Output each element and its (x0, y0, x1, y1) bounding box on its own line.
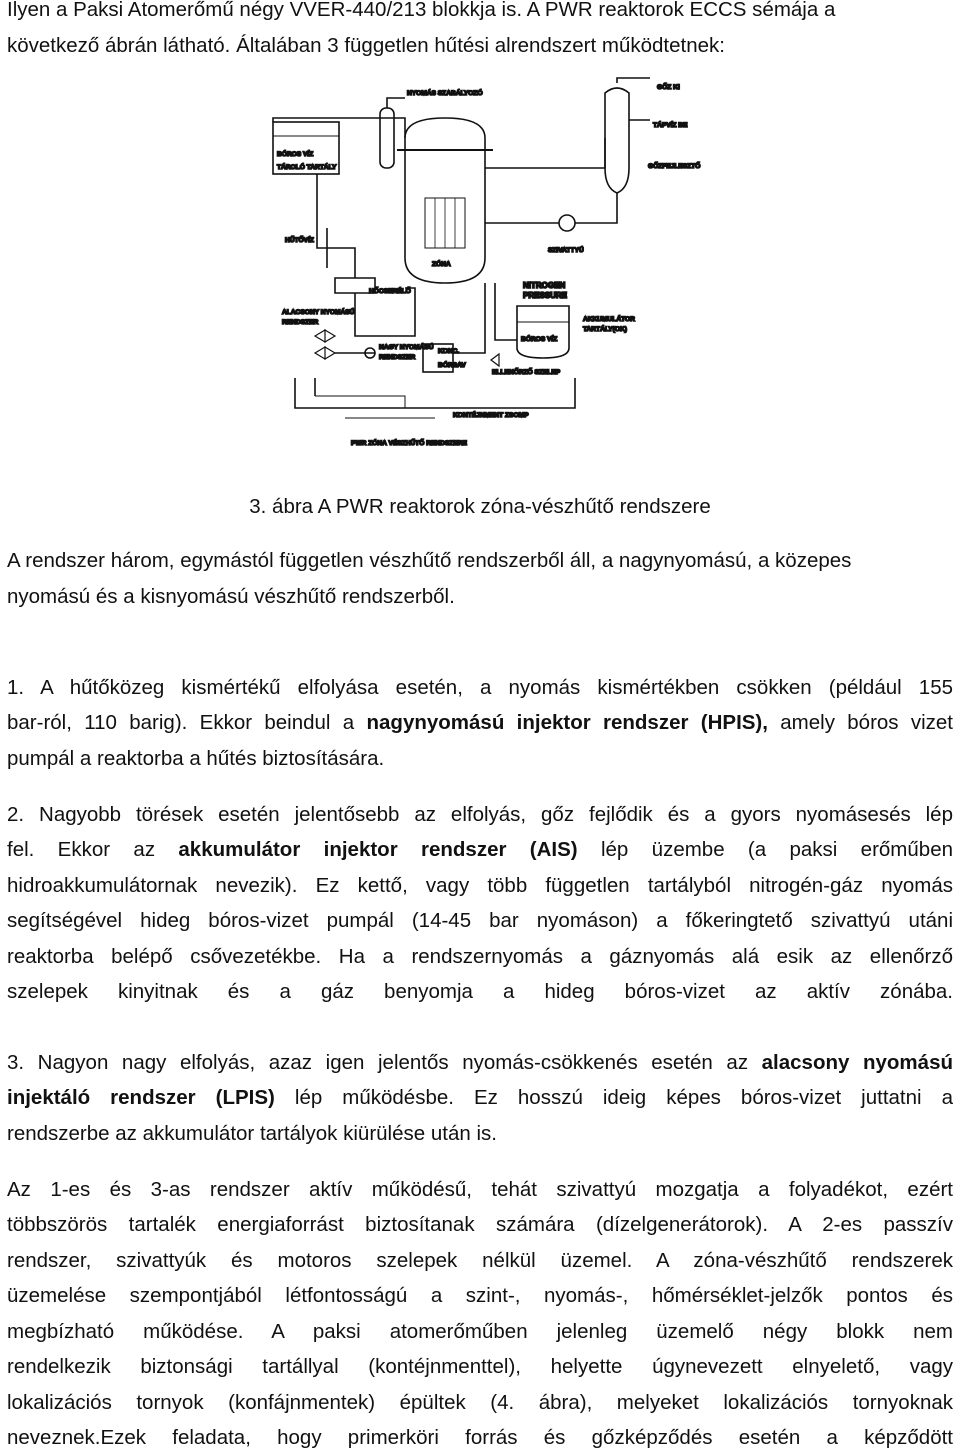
label-gozfejleszto: GŐZFEJLESZTŐ (648, 163, 701, 170)
label-kontejnment-zsomp: KONTÉJNMENT ZSOMP (453, 412, 529, 419)
label-hocserelo: HŐCSERÉLŐ (369, 288, 411, 295)
item2-text-c: lép üzembe (a paksi erőműben (577, 838, 953, 861)
closing-line-8: neveznek.Ezek feladata, hogy primerköri forrás és gőzképződés esetén a képződött (7, 1426, 953, 1449)
label-alacsony-2: RENDSZER (282, 319, 319, 326)
item1-text-d: amely bóros vizet (767, 711, 954, 734)
label-akkumulator-2: TARTÁLY(OK) (583, 326, 627, 333)
label-goz-ki: GŐZ KI (657, 84, 680, 91)
hot-leg (485, 138, 605, 168)
item1-line-1: 1. A hűtőközeg kismértékű elfolyása esetén, a nyomás kismértékben csökken (például 155 (7, 676, 953, 699)
item1-text-a: bar-ról, 110 barig). (7, 711, 188, 734)
item2-bold: akkumulátor injektor rendszer (AIS) (178, 838, 578, 861)
label-boros-viz: BÓROS VÍZ (521, 336, 558, 343)
item3-bold-a: alacsony nyomású (761, 1051, 953, 1074)
label-boros-viz-tarolo-2: TÁROLÓ TARTÁLY (277, 164, 337, 171)
label-alacsony-1: ALACSONY NYOMÁSÚ (282, 309, 355, 316)
item3-line-2 (7, 1080, 953, 1116)
figure-caption: 3. ábra A PWR reaktorok zóna-vészhűtő rendszere (249, 495, 711, 518)
label-borsav: BÓRSAV (438, 362, 466, 369)
main-pump (559, 215, 575, 231)
closing-line-6: rendelkezik biztonsági tartállyal (kontéjnmenttel), helyette úgynevezett elnyelető, vagy (7, 1355, 953, 1378)
para-intro-line-2: nyomású és a kisnyomású vészhűtő rendszerből. (7, 585, 455, 608)
intro-line-1: Ilyen a Paksi Atomerőmű négy VVER-440/213 blokkja is. A PWR reaktorok ECCS sémája a (7, 0, 836, 21)
item3-line-3: rendszerbe az akkumulátor tartályok kiürülése után is. (7, 1122, 497, 1145)
para-intro-line-1: A rendszer három, egymástól független vészhűtő rendszerből áll, a nagynyomású, a közepes (7, 549, 852, 572)
closing-line-1: Az 1-es és 3-as rendszer aktív működésű, tehát szivattyú mozgatja a folyadékot, ezért (7, 1178, 953, 1201)
label-diagram-title: PWR ZÓNA VÉSZHŰTŐ RENDSZERE (351, 440, 467, 447)
item1-text-b: Ekkor beindul a (187, 711, 367, 734)
label-nitrogen-1: NITROGEN (523, 281, 566, 290)
label-ellenorzo-szelep: ELLENŐRZŐ SZELEP (492, 369, 561, 376)
item1-line-3: pumpál a reaktorba a hűtés biztosítására. (7, 747, 385, 770)
closing-line-7: lokalizációs tornyok (konfájnmentek) épültek (4. ábra), melyeket lokalizációs tornyoknak (7, 1391, 953, 1414)
item3-text-a: 3. Nagyon nagy elfolyás, azaz igen jelentős nyomás-csökkenés esetén az (7, 1051, 762, 1074)
item1-line-2 (7, 705, 953, 741)
item2-text-3b: Ez kettő, vagy több független tartályból nitrogén-gáz nyomás (297, 874, 953, 897)
item2-text-5a: reaktorba belépő csővezetékbe. (7, 945, 322, 968)
label-nagy-nyomasu-2: RENDSZER (379, 354, 416, 361)
eccs-diagram (255, 78, 701, 458)
label-tapviz-be: TÁPVÍZ BE (653, 122, 688, 129)
item2-line-4: segítségével hideg bóros-vizet pumpál (14-45 bar nyomáson) a főkeringtető szivattyú utáni (7, 909, 953, 932)
containment-sump (295, 378, 575, 408)
check-valve (491, 354, 499, 366)
item2-text-3a: hidroakkumulátornak nevezik). (7, 874, 298, 897)
accumulator-tank (517, 306, 569, 358)
item3-text-b: lép működésbe. (274, 1086, 454, 1109)
valve-1 (315, 330, 335, 342)
item2-line-2 (7, 832, 953, 868)
label-boros-viz-tarolo-1: BÓROS VÍZ (277, 151, 314, 158)
item2-line-5 (7, 939, 953, 975)
label-akkumulator-1: AKKUMULÁTOR (583, 316, 635, 323)
item2-text-5b: Ha a rendszernyomás a gáznyomás alá esik az ellenőrző (321, 945, 953, 968)
intro-line-2: következő ábrán látható. Általában 3 független hűtési alrendszert működtetnek: (7, 34, 725, 57)
label-nyomas-szabalyozo: NYOMÁS SZABÁLYOZÓ (407, 90, 483, 97)
item1-bold: nagynyomású injektor rendszer (HPIS), (366, 711, 768, 734)
closing-line-5: megbízható működése. A paksi atomerőműben jelenleg üzemelő négy blokk nem (7, 1320, 953, 1343)
item3-line-1 (7, 1045, 953, 1081)
item2-line-6: szelepek kinyitnak és a gáz benyomja a hideg bóros-vizet az aktív zónába. (7, 980, 953, 1003)
label-konc: KONC. (438, 348, 460, 355)
item2-line-3 (7, 868, 953, 904)
closing-line-4: üzemelése szempontjából létfontosságú a szint-, nyomás-, hőmérséklet-jelzők pontos és (7, 1284, 953, 1307)
label-nitrogen-2: PRESSURE (523, 291, 568, 300)
valve-2 (315, 347, 335, 359)
closing-line-3: rendszer, szivattyúk és motoros szelepek nélkül üzemel. A zóna-vészhűtő rendszerek (7, 1249, 953, 1272)
label-szivattyu: SZIVATTYÚ (548, 247, 584, 254)
item2-line-1: 2. Nagyobb törések esetén jelentősebb az elfolyás, gőz fejlődik és a gyors nyomásesés lép (7, 803, 953, 826)
label-nagy-nyomasu-1: NAGY NYOMÁSÚ (379, 344, 434, 351)
steam-generator (605, 88, 629, 193)
pressurizer (380, 108, 394, 168)
closing-line-2: többszörös tartalék energiaforrást biztosítanak számára (dízelgenerátorok). A 2-es passzív (7, 1213, 953, 1236)
label-zona: ZÓNA (432, 261, 451, 268)
item2-text-a: fel. Ekkor az (7, 838, 179, 861)
item3-text-c: Ez hosszú ideig képes bóros-vizet juttatni a (453, 1086, 953, 1109)
item3-bold-b: injektáló rendszer (LPIS) (7, 1086, 275, 1109)
label-hutoviz: HŰTŐVÍZ (285, 237, 314, 244)
